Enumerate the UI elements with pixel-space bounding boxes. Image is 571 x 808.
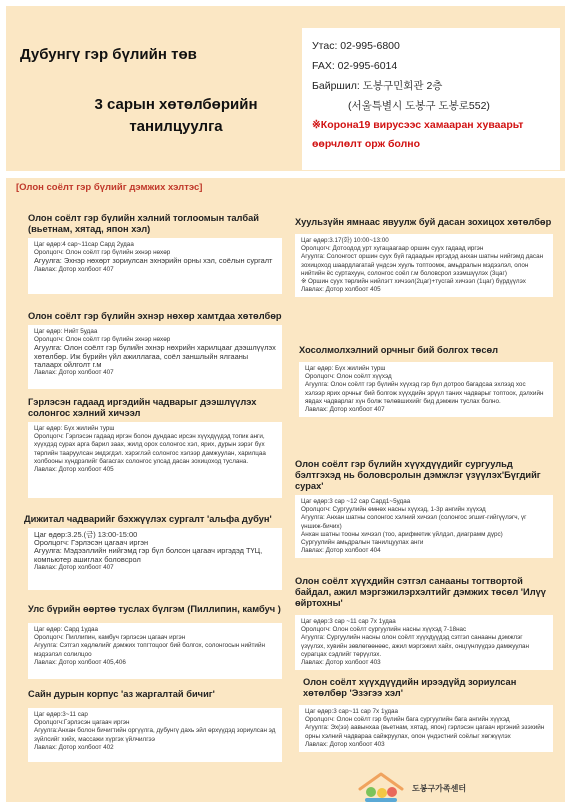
program-details [295, 495, 553, 558]
program-title: Дижитал чадварийг бэхжүүлэх сургалт 'альфа дубун' [24, 514, 272, 524]
program-line: Оролцогч:Гэрлэсэн цагаач иргэн [34, 719, 130, 727]
program-line: Агуулга: Олон соёлт гэр бүлийн эхнэр нөхрийн харилцааг дээшлүүлэх хөтөлбөр. Иж бүрийн үйл ажиллагаа, соёл заншлыйн ялгааны талаарх ойлголт г.м [34, 343, 276, 369]
program-title: Хуульзүйн ямнаас явуулж буй дасан зохицох хөтөлбөр [295, 217, 552, 227]
program-line: Цаг өдөр:3.17(화) 10:00~13:00 [301, 237, 389, 244]
program-line: Лавлах: Дотор холбоот 407 [34, 563, 114, 571]
program-line: Агуулга: Сургуулийн насны олон соёлт хүүхдүүдэд сэтгэл санааны дэмжлэг үзүүлэх, хувийн зөвлөгөөнөөс, ажил мэргэжил хайх, онцгүнлүүдээ дамжуулан сурагцах сэдлийг төрүүлэх. [301, 634, 530, 658]
program-details [28, 325, 282, 389]
program-line: Оролцогч: Дотоодод урт хугацаагаар оршин суух гадаад иргэн [301, 245, 484, 253]
program-line: Агуулга: Эх(ээ) аавынхаа (вьетнам, хятад, япон) гэрлэсэн цагаач иргэний эзэхийн орны хэлний чадвараа сайжруулах, олон үндэстний соёлыг хөгжүүлэх [305, 724, 545, 740]
program-line: Цаг өдөр:3 сар~11 сар 7х 1удаа [305, 708, 399, 715]
program-title: Олон соёлт хүүхдүүдийн ирээдүйд зориулсан хөтөлбөр 'Эзэгээ хэл' [303, 677, 517, 698]
program-line: Анхан шатны тооны хичээл (тоо, арифметик үйлдэл, диаграмм дүрс) [301, 530, 503, 538]
program-block [28, 689, 282, 762]
phone-text: Утас: 02-995-6800 [312, 40, 400, 52]
house-logo-icon [356, 771, 406, 805]
address-text: Байршил: 도봉구민회관 2층 [312, 80, 443, 92]
program-block [28, 604, 282, 679]
program-block [28, 311, 282, 389]
address-detail-text: (서울특별시 도봉구 도봉로552) [348, 100, 490, 112]
program-details [299, 362, 553, 417]
program-title: Улс бүрийн өөртөө туслах бүлгэм (Пиллипин, камбуч ) [28, 604, 281, 614]
program-line: Лавлах: Дотор холбоот 402 [34, 743, 114, 751]
program-line: Цаг өдөр: Сард 1удаа [34, 626, 99, 633]
program-line: Оролцогч: Пиллипин, камбуч гэрлэсэн цагаач иргэн [34, 634, 186, 642]
program-line: Цаг өдөр:3.25.(금) 13:00-15:00 [34, 530, 138, 539]
program-block [299, 345, 553, 417]
program-details [28, 528, 282, 590]
program-line: Агуулга: Сэтгэл хөдлөлийг дэмжих топгтоцоог бий болгох, солонгосын нийтийн мэдээлэл солилцоо [34, 642, 265, 658]
program-line: Оролцогч: Олон соёлт сургуулийн насны хүүхэд 7-18нас [301, 626, 467, 634]
program-details [28, 623, 282, 679]
program-line: Лавлах: Дотор холбоот 405 [34, 466, 114, 474]
program-block [299, 677, 553, 752]
program-block [295, 217, 553, 297]
program-details [299, 705, 553, 752]
program-details [28, 708, 282, 762]
program-line: Оролцогч: Олон соёлт гэр бүлийн эхнэр нөхөр [34, 336, 171, 344]
header-panel [6, 6, 565, 171]
program-title: Сайн дурын корпус 'аз жаргалтай бичиг' [28, 689, 215, 699]
fax-text: FAX: 02-995-6014 [312, 60, 398, 72]
program-line: Агуулга: Олон соёлт гэр бүлийн хүүхэд гэр бүл дотроо багадсаа эхлээд хос хэлээр ярих орчныг бий болгож хүүхдийн эрүүл таних чадварыг топтоох, дэлхийн явдах чадварлаг хүн болж төлөвшихийг бид дэмжин туслах болно. [305, 381, 544, 405]
program-title: Олон соёлт гэр бүлийн хүүхдүүдийг сургуульд бэлтгэхэд нь боловсролын дэмжлэг үзүүлэх'Бүгдийг сурах' [295, 459, 541, 491]
program-subtitle: 3 сарын хөтөлбөрийн танилцуулга [94, 96, 258, 135]
program-line: Цаг өдөр:4 сар~11сар Сард 2удаа [34, 241, 134, 248]
center-title: Дубунгү гэр бүлийн төв [20, 46, 197, 63]
program-line: Агуулга: Мэдээллийн нийгэмд гэр бүл болсон цагаач иргэдэд ТҮЦ, компьютер ашиглах боловсрол [34, 546, 263, 564]
program-line: Оролцогч: Олон соёлт хүүхэд [305, 373, 392, 381]
program-title: Олон соёлт гэр бүлийн хэлний тоглоомын талбай (вьетнам, хятад, япон хэл) [28, 213, 259, 234]
program-line: Лавлах: Дотор холбоот 405 [301, 286, 381, 294]
program-block [28, 397, 282, 498]
program-line: Оролцогч: Гэрлэсэн гадаад иргэн болон дундаас ирсэн хүүхдүүдэд топик анги, хүүхдэд сурах арга барил заах, жилд орох солонгос хэл, ярих, дурын зэрэг бүх төрлийн тааруулсан эмдэгдэл. хэрэглэй солонгос хэлээр дамжуулан, харилцаа холбооны хүндрэлийг багасгах солонгос улсад дасан зохицоход туслана. [34, 433, 266, 465]
program-details [295, 615, 553, 670]
program-title: Хосолмолхэлний орчныг бий болгох төсөл [299, 345, 499, 355]
program-line: Цаг өдөр:3~11 сар [34, 711, 88, 718]
program-line: Агуулга: Солонгост оршин суух бүй гадаадын иргэдэд анхан шатны нийгэмд дасан зохицоход шаардлагатай үндсэн хууль топтоомж, амьдралын мэдээлэл, олон нийтийн ёс суртахуун, солонгос соёл г.м боловсрол эзэмшүүлэх (3цаг) [301, 253, 544, 277]
program-line: Агуулга:Анхан болон бичигтийн оргүүлга, дубунгү дахь эйл өрхүүдэд зориулсан эд зүйлсийг хийх, массажи хүргэх үйлчилгээ [34, 727, 276, 743]
program-details [295, 234, 553, 297]
program-line: Агуулга: Анхан шатны солонгос хэлний хичээл (солонгос эгшиг-гийгүүлэгч, үг үншиж-бичих) [301, 514, 527, 530]
program-block [295, 459, 553, 558]
center-logo [356, 771, 466, 805]
program-line: Лавлах: Дотор холбоот 403 [301, 659, 381, 667]
program-line: Агуулга: Эхнэр нөхөрт зориулсан эхнэрийн орны хэл, соёлын сургалт [34, 256, 273, 266]
section-tag: [Олон соёлт гэр бүлийг дэмжих хэлтэс] [16, 182, 203, 193]
program-line: Лавлах: Дотор холбоот 407 [34, 369, 114, 377]
program-line: Лавлах: Дотор холбоот 403 [305, 740, 385, 748]
program-line: Цаг өдөр: Нийт 5удаа [34, 328, 98, 335]
program-block [24, 514, 282, 590]
program-line: Цаг өдөр: Бүх жилийн турш [305, 365, 386, 372]
program-line: Оролцогч: Олон соёлт гэр бүлийн эхнэр нөхөр [34, 249, 171, 257]
program-line: Цаг өдөр:3 сар ~11 сар 7х 1удаа [301, 618, 396, 625]
program-title: Олон соёлт гэр бүлийн эхнэр нөхөр хамтдаа хөтөлбөр [28, 311, 282, 321]
program-block [295, 576, 553, 670]
program-line: Оролцогч: Олон соёлт гэр бүлийн бага сургуулийн бага ангийн хүүхэд [305, 716, 510, 724]
program-title: Олон соёлт хүүхдийн сэтгэл санааны тогтвортой байдал, ажил мэргэжилэрхэлтийг дэмжих төсөл 'Илүү өйртохны' [295, 576, 546, 608]
program-line: Лавлах: Дотор холбоот 407 [305, 406, 385, 414]
contact-box [302, 28, 560, 170]
program-line: Лавлах: Дотор холбоот 404 [301, 547, 381, 555]
program-line: Оролцогч: Сургуулийн өмнөх насны хүүхэд, 1-3р ангийн хүүхэд [301, 506, 486, 514]
program-line: Цаг өдөр: Бүх жилийн турш [34, 425, 115, 432]
program-line: ※ Оршин суух төрлийн нийлэгт хичээл(2цаг)+тусгай хичээл (1цаг) бүрдүүлэх [301, 278, 526, 286]
program-details [28, 238, 282, 294]
program-details [28, 422, 282, 498]
covid-notice: ※Корона19 вирусээс хамааран хуваарьт өөрчлөлт орж болно [312, 119, 524, 150]
program-block [28, 213, 282, 294]
program-line: Лавлах: Дотор холбоот 407 [34, 265, 114, 273]
program-line: Лавлах: Дотор холбоот 405,406 [34, 658, 126, 666]
program-title: Гэрлэсэн гадаад иргэдийн чадварыг дээшлүүлэх солонгос хэлний хичээл [28, 397, 257, 418]
program-line: Цаг өдөр:3 сар ~12 сар Сард1~5удаа [301, 498, 411, 505]
logo-text: 도봉구가족센터 [412, 783, 467, 793]
program-line: Сургуулийн амьдралын танилцуулах анги [301, 539, 424, 547]
program-line: Оролцогч: Гэрлэсэн цагаач иргэн [34, 538, 149, 548]
